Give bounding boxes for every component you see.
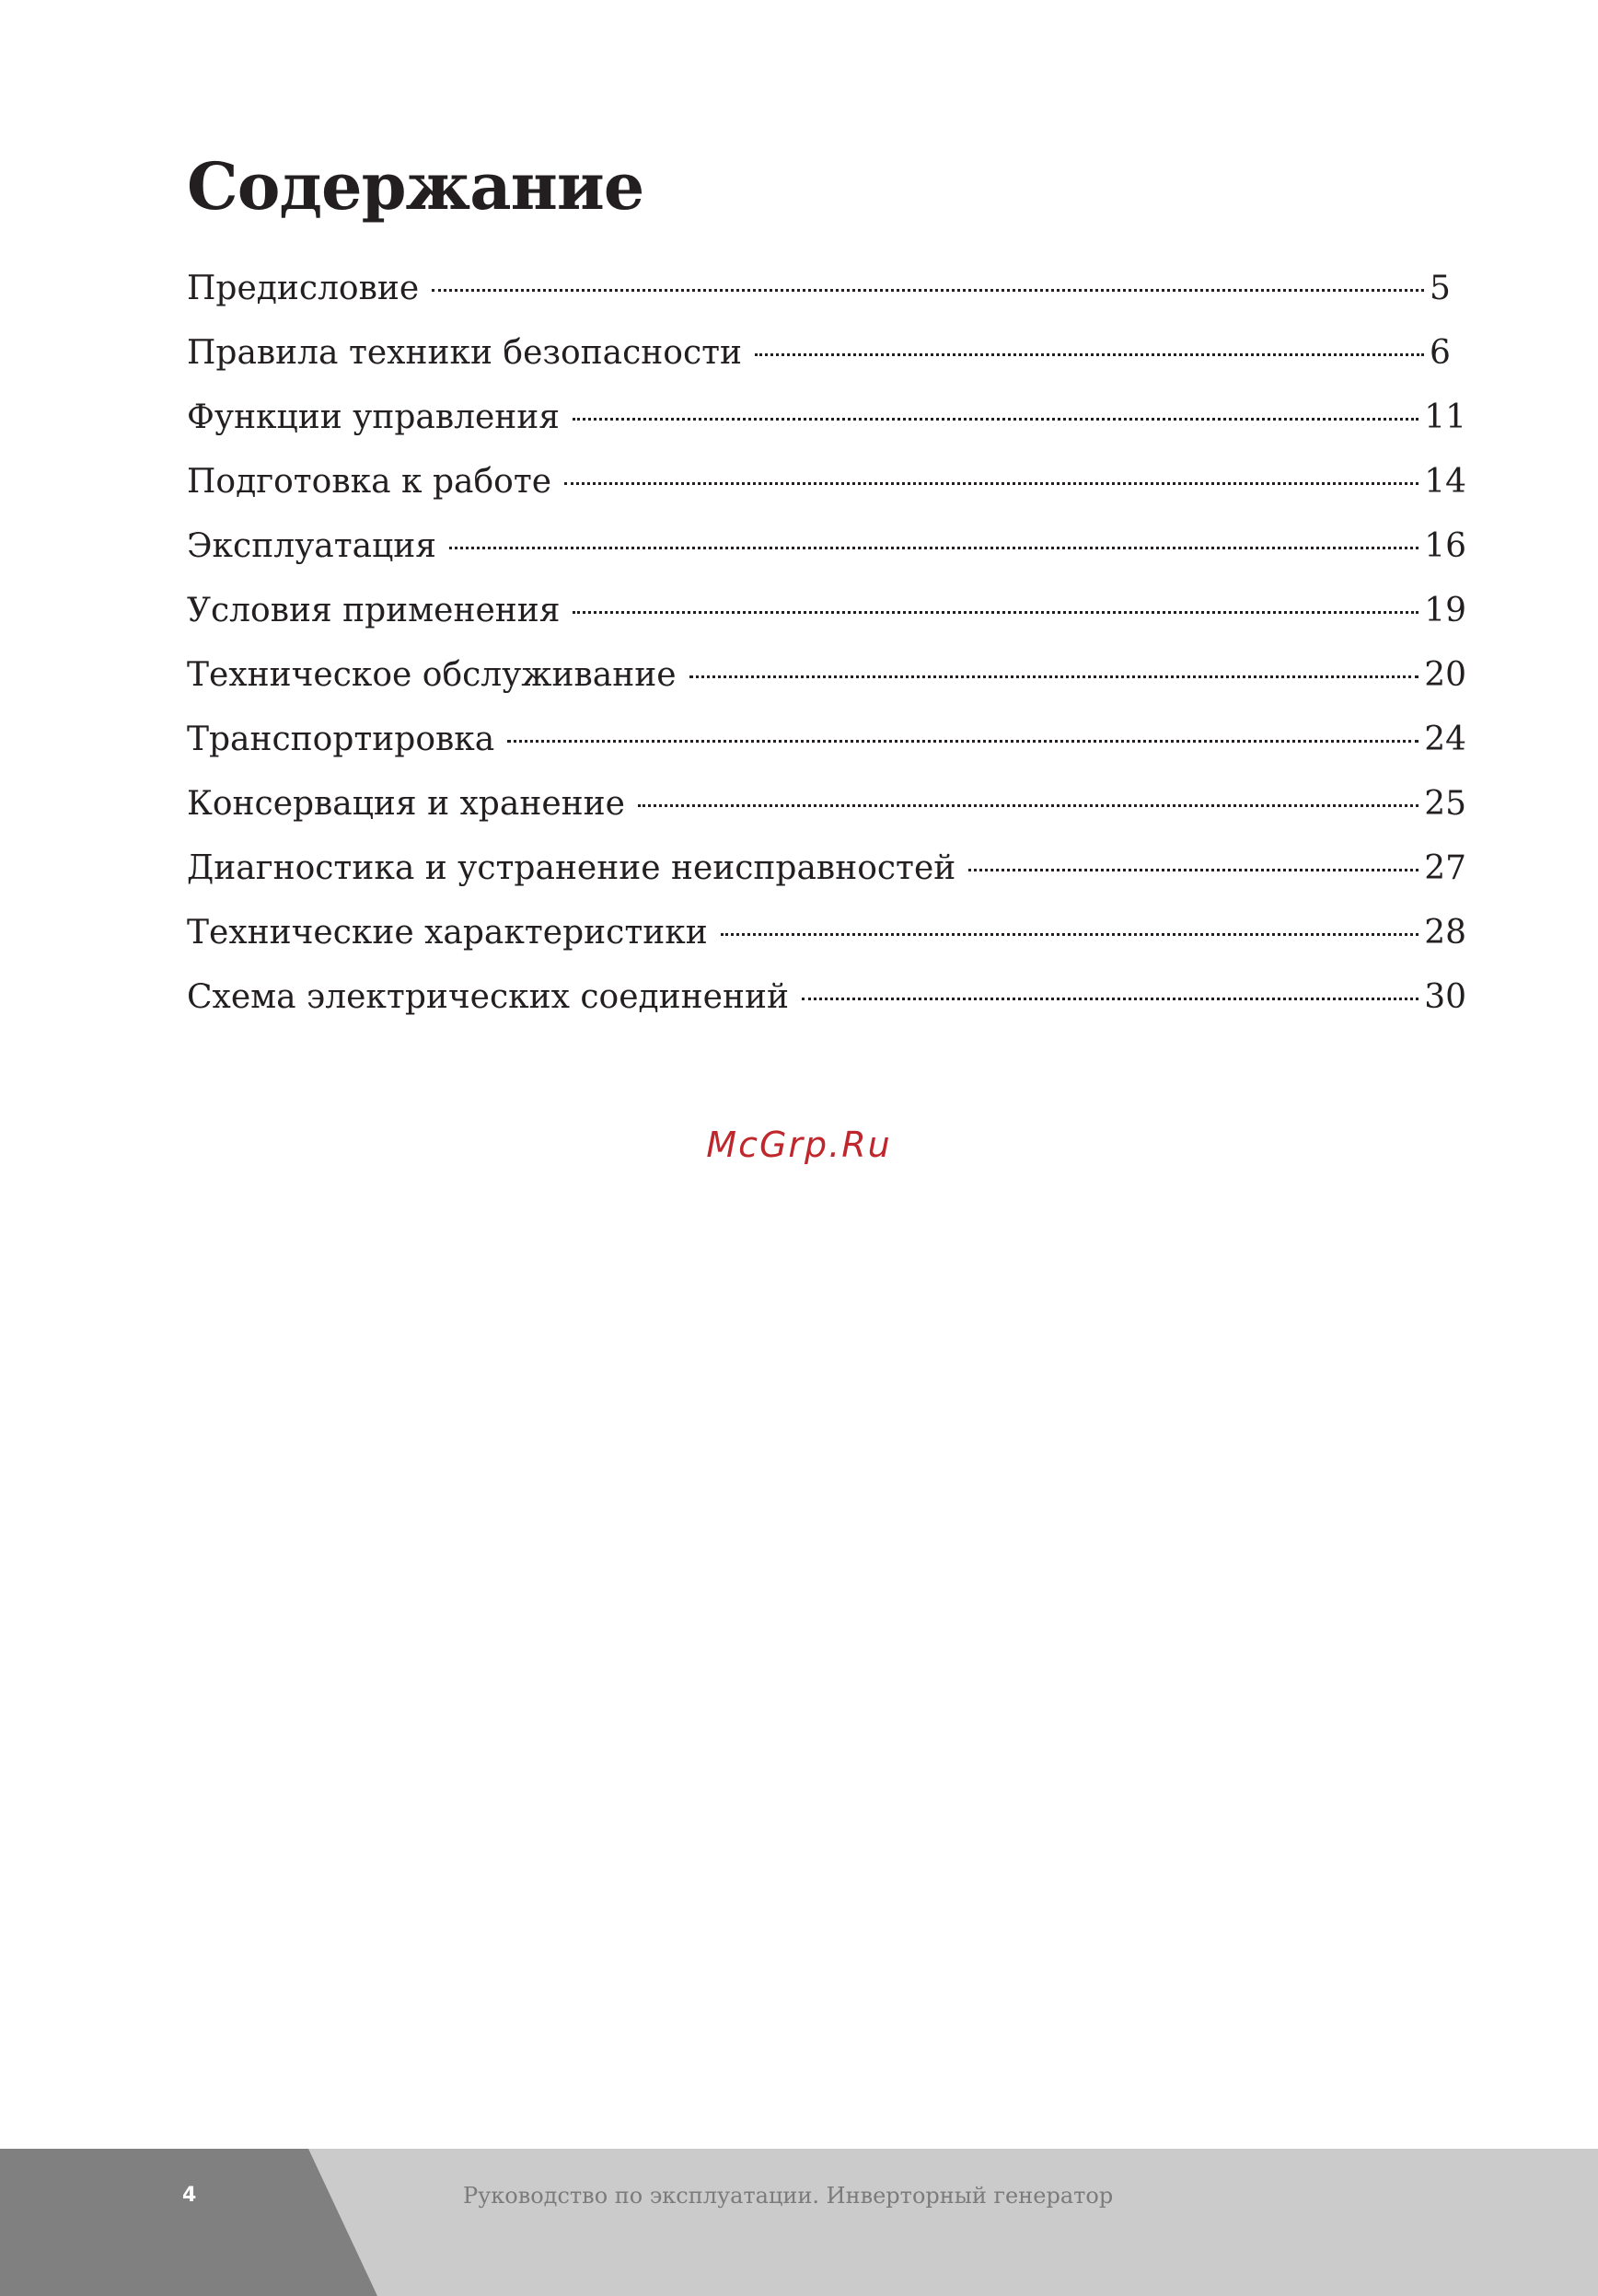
toc-entry[interactable] — [187, 836, 1466, 901]
toc-entry-page: 28 — [1424, 914, 1466, 952]
toc-entry[interactable] — [187, 643, 1466, 708]
toc-entry-label: Схема электрических соединений — [187, 978, 789, 1016]
toc-entry-page: 20 — [1424, 656, 1466, 694]
toc-dot-leader — [721, 933, 1419, 936]
toc-entry-label: Правила техники безопасности — [187, 334, 743, 372]
toc-entry-page: 6 — [1430, 334, 1451, 372]
toc-entry[interactable] — [187, 450, 1466, 514]
footer-document-title: Руководство по эксплуатации. Инверторный генератор — [463, 2183, 1114, 2209]
toc-entry-label: Подготовка к работе — [187, 463, 552, 501]
toc-dot-leader — [689, 675, 1419, 678]
toc-entry[interactable] — [187, 321, 1466, 386]
toc-entry[interactable] — [187, 386, 1466, 450]
toc-dot-leader — [564, 482, 1419, 485]
toc-entry-page: 24 — [1424, 721, 1466, 758]
toc-entry-label: Предисловие — [187, 270, 420, 307]
toc-entry-page: 19 — [1424, 592, 1466, 629]
toc-entry-page: 30 — [1424, 978, 1466, 1016]
toc-entry-label: Диагностика и устранение неисправностей — [187, 849, 956, 887]
toc-entry-label: Консервация и хранение — [187, 785, 625, 823]
toc-entry-label: Технические характеристики — [187, 914, 708, 952]
toc-entry-page: 25 — [1424, 785, 1466, 823]
toc-dot-leader — [573, 418, 1419, 421]
toc-entry-label: Условия применения — [187, 592, 561, 629]
toc-entry[interactable] — [187, 901, 1466, 965]
toc-dot-leader — [755, 353, 1424, 356]
toc-entry-label: Эксплуатация — [187, 527, 436, 565]
toc-entry-label: Техническое обслуживание — [187, 656, 677, 694]
toc-entry[interactable] — [187, 772, 1466, 836]
toc-dot-leader — [573, 611, 1419, 614]
page-title: Содержание — [187, 148, 644, 225]
toc-entry-page: 27 — [1424, 849, 1466, 887]
toc-entry[interactable] — [187, 708, 1466, 772]
page-number: 4 — [182, 2184, 197, 2207]
toc-dot-leader — [432, 289, 1424, 292]
toc-entry-label: Транспортировка — [187, 721, 495, 758]
toc-dot-leader — [802, 998, 1419, 1000]
toc-dot-leader — [968, 869, 1419, 871]
toc-entry[interactable] — [187, 965, 1466, 1030]
toc-entry-page: 16 — [1424, 527, 1466, 565]
toc-dot-leader — [449, 547, 1419, 549]
toc-entry[interactable] — [187, 579, 1466, 643]
watermark-text[interactable]: McGrp.Ru — [706, 1125, 892, 1165]
toc-entry-page: 5 — [1430, 270, 1451, 307]
toc-entry-label: Функции управления — [187, 398, 560, 436]
toc-entry[interactable] — [187, 514, 1466, 579]
toc-entry[interactable] — [187, 257, 1466, 321]
table-of-contents — [187, 257, 1466, 1030]
toc-dot-leader — [638, 804, 1419, 807]
toc-entry-page: 11 — [1424, 398, 1466, 436]
toc-entry-page: 14 — [1424, 463, 1466, 501]
toc-dot-leader — [507, 740, 1419, 743]
